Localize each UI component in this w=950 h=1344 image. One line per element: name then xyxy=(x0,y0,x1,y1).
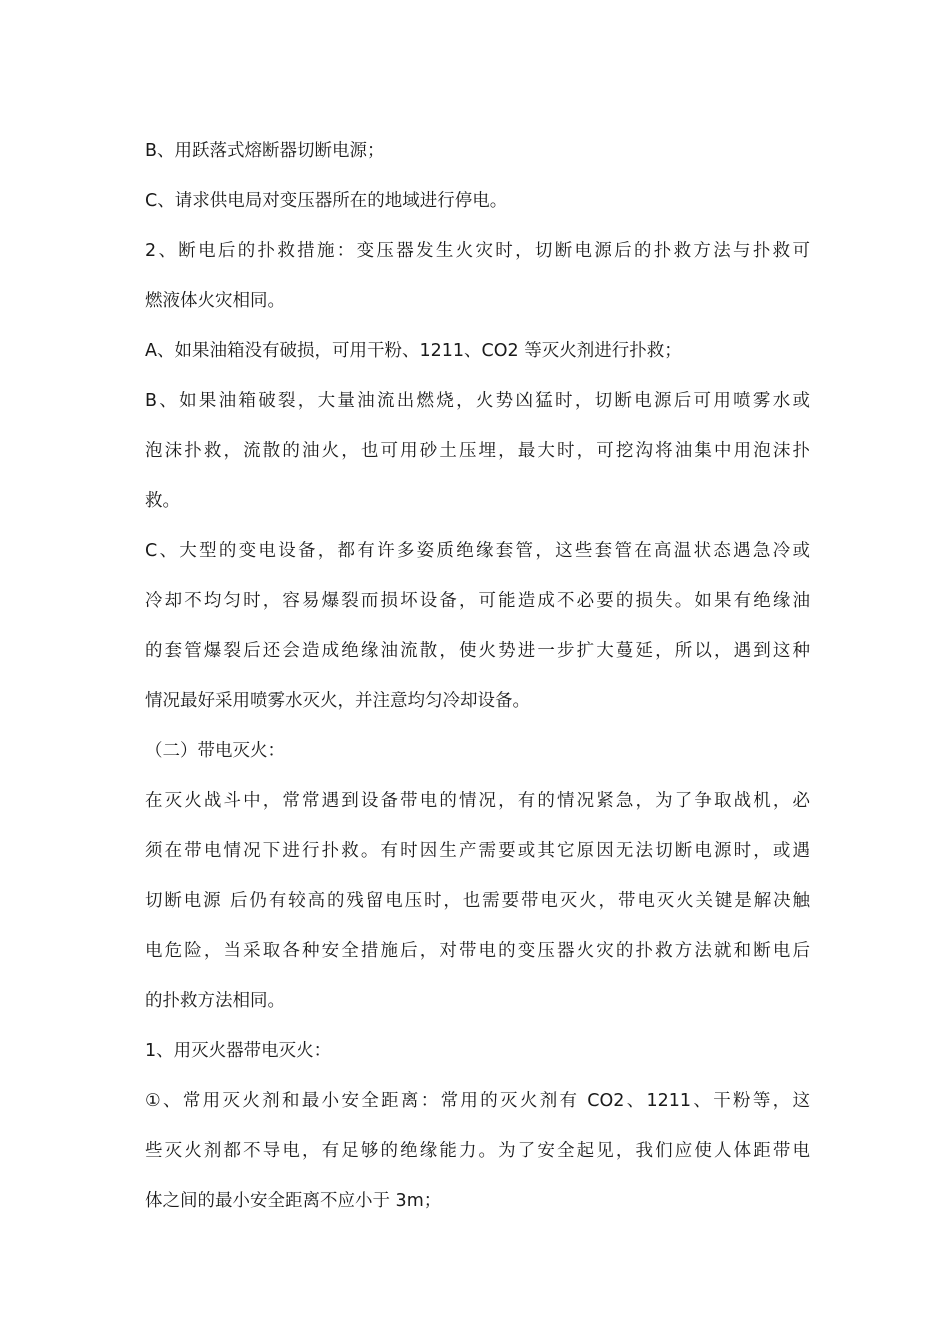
text-line: 燃液体火灾相同。 xyxy=(145,291,285,311)
text-line: 须在带电情况下进行扑救。有时因生产需要或其它原因无法切断电源时，或遇 xyxy=(145,841,810,861)
text-line: 1、用灭火器带电灭火： xyxy=(145,1041,332,1061)
text-line: 的套管爆裂后还会造成绝缘油流散，使火势进一步扩大蔓延，所以，遇到这种 xyxy=(145,641,810,661)
text-line: 救。 xyxy=(145,491,180,511)
text-line: 情况最好采用喷雾水灭火，并注意均匀冷却设备。 xyxy=(145,691,530,711)
text-line: C、请求供电局对变压器所在的地域进行停电。 xyxy=(145,191,508,211)
text-line: 冷却不均匀时，容易爆裂而损坏设备，可能造成不必要的损失。如果有绝缘油 xyxy=(145,591,810,611)
text-line: B、用跃落式熔断器切断电源； xyxy=(145,141,385,161)
text-line: 些灭火剂都不导电，有足够的绝缘能力。为了安全起见，我们应使人体距带电 xyxy=(145,1141,810,1161)
text-line: 泡沫扑救，流散的油火，也可用砂土压埋，最大时，可挖沟将油集中用泡沫扑 xyxy=(145,441,810,461)
text-line: ①、常用灭火剂和最小安全距离：常用的灭火剂有 CO2、1211、干粉等，这 xyxy=(145,1091,810,1111)
text-line: 2、断电后的扑救措施：变压器发生火灾时，切断电源后的扑救方法与扑救可 xyxy=(145,241,810,261)
section-heading: （二）带电灭火： xyxy=(145,741,285,761)
text-line: B、如果油箱破裂，大量油流出燃烧，火势凶猛时，切断电源后可用喷雾水或 xyxy=(145,391,810,411)
text-line: C、大型的变电设备，都有许多姿质绝缘套管，这些套管在高温状态遇急冷或 xyxy=(145,541,810,561)
text-line: 电危险，当采取各种安全措施后，对带电的变压器火灾的扑救方法就和断电后 xyxy=(145,941,810,961)
text-line: 体之间的最小安全距离不应小于 3m； xyxy=(145,1191,442,1211)
text-line: 的扑救方法相同。 xyxy=(145,991,285,1011)
text-line: 在灭火战斗中，常常遇到设备带电的情况，有的情况紧急，为了争取战机，必 xyxy=(145,791,810,811)
text-line: 切断电源 后仍有较高的残留电压时，也需要带电灭火，带电灭火关键是解决触 xyxy=(145,891,810,911)
document-body xyxy=(145,130,810,1230)
text-line: A、如果油箱没有破损，可用干粉、1211、CO2 等灭火剂进行扑救； xyxy=(145,341,682,361)
